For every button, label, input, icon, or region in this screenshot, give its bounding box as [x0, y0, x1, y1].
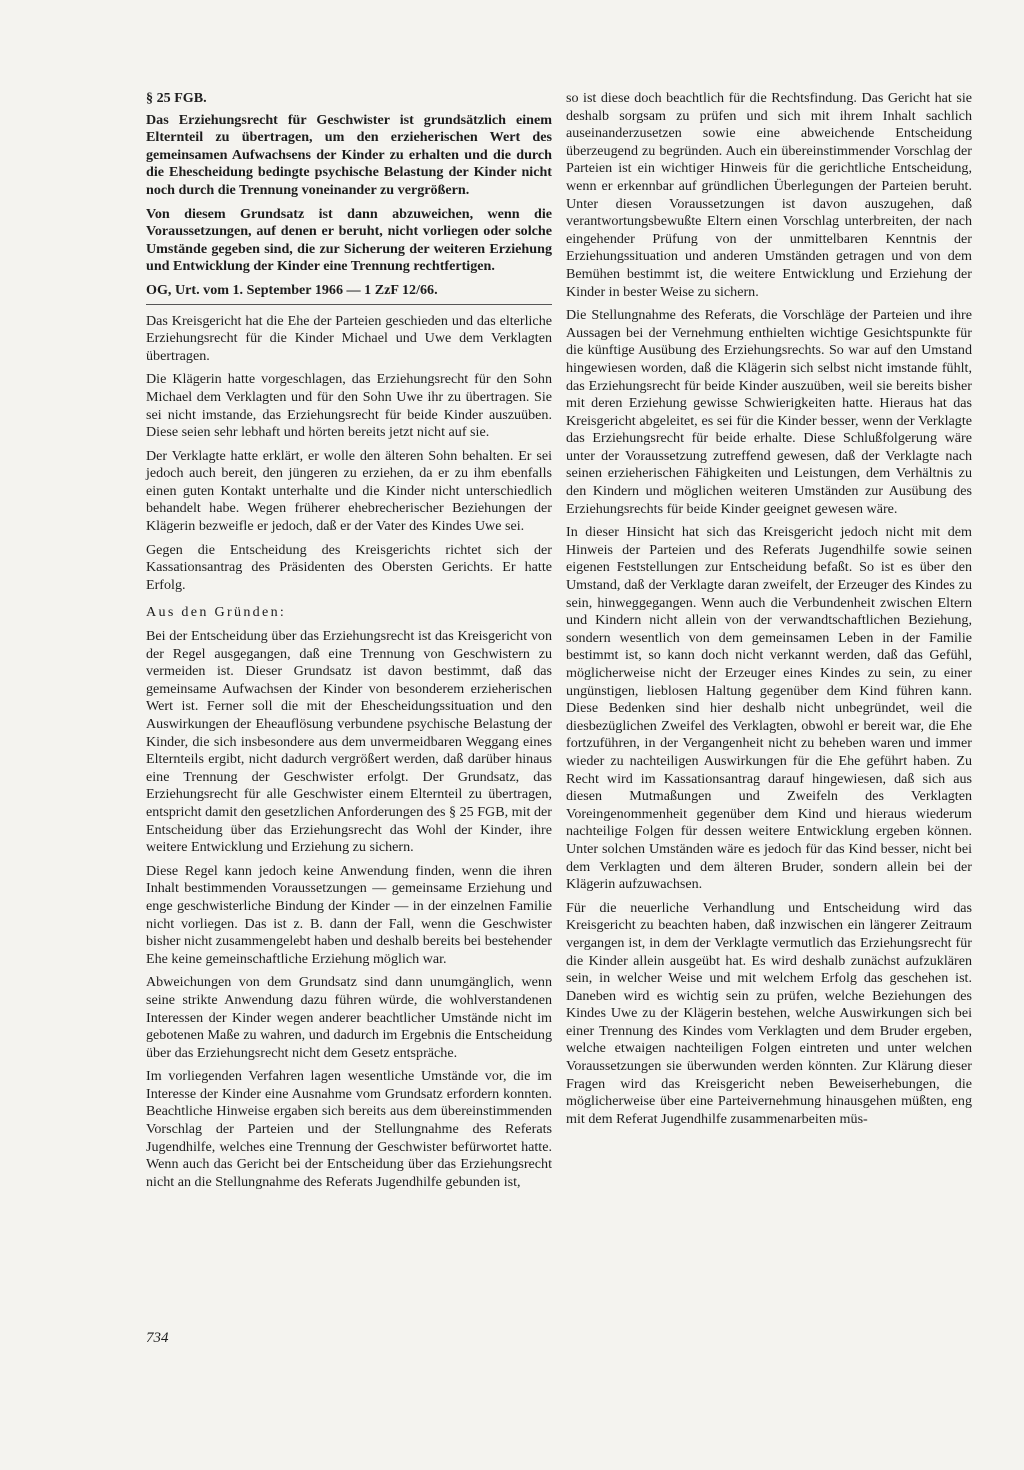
- body-paragraph: Die Stellungnahme des Referats, die Vorschläge der Parteien und ihre Aussagen bei der Vernehmung enthielten wichtige Gesichtspunkte für die künftige Ausübung des Erziehungsrechts. So war auf den Umstand hingewiesen worden, daß die Klägerin sich selbst nicht imstande fühlt, das Erziehungsrecht für beide Kinder auszuüben, weil sie bereits bisher mit deren Erziehung gewisse Schwierigkeiten hatte. Hieraus hat das Kreisgericht abgeleitet, es sei für die Kinder besser, wenn der Verklagte das Erziehungsrecht für beide erhalte. Diese Schlußfolgerung wäre unter der Voraussetzung zutreffend gewesen, daß der Verklagte nach seinen erzieherischen Fähigkeiten und Leistungen, dem Verhältnis zu den Kindern und möglichen weiteren Umständen zur Ausübung des Erziehungsrechts für beide Kinder geeignet gewesen wäre.: [566, 307, 972, 517]
- body-paragraph: Im vorliegenden Verfahren lagen wesentliche Umstände vor, die im Interesse der Kinder eine Ausnahme vom Grundsatz erfordern konnten. Beachtliche Hinweise ergaben sich bereits aus dem übereinstimmenden Vorschlag der Parteien und der Stellungnahme des Referats Jugendhilfe, welches eine Trennung der Geschwister befürwortet hatte. Wenn auch das Gericht bei der Entscheidung über das Erziehungsrecht nicht an die Stellungnahme des Referats Jugendhilfe gebunden ist,: [146, 1068, 552, 1190]
- body-paragraph: Gegen die Entscheidung des Kreisgerichts richtet sich der Kassationsantrag des Präsidenten des Obersten Gerichts. Er hatte Erfolg.: [146, 541, 552, 593]
- body-paragraph: Für die neuerliche Verhandlung und Entscheidung wird das Kreisgericht zu beachten haben, daß inzwischen ein längerer Zeitraum vergangen ist, in dem der Verklagte vermutlich das Erziehungsrecht für die Kinder allein ausgeübt hat. Es wird deshalb zunächst aufzuklären sein, in welcher Weise und mit welchem Erfolg das geschehen ist. Daneben wird es wichtig sein zu prüfen, welche Beziehungen des Kindes Uwe zu der Klägerin bestehen, welche Auswirkungen sich bei einer Trennung des Kindes vom Verklagten und dem Bruder ergeben, welche etwaigen nachteiligen Folgen eintreten und unter welchen Voraussetzungen sie überwunden werden könnten. Zur Klärung dieser Fragen wird das Kreisgericht neben Beweiserhebungen, die möglicherweise über eine Parteivernehmung hinausgehen müßten, eng mit dem Referat Jugendhilfe zusammenarbeiten müs-: [566, 899, 972, 1127]
- left-column: [146, 90, 552, 1197]
- page-number: 734: [146, 1330, 169, 1346]
- court-citation: OG, Urt. vom 1. September 1966 — 1 ZzF 12/66.: [146, 281, 438, 298]
- body-paragraph: Der Verklagte hatte erklärt, er wolle den älteren Sohn behalten. Er sei jedoch auch bereit, den jüngeren zu erziehen, da er zu ihm ebenfalls einen guten Kontakt unterhalte und die Kinder nicht unterschiedlich behandelt habe. Wegen früherer ehebrecherischer Beziehungen der Klägerin bezweifle er jedoch, daß er der Vater des Kindes Uwe sei.: [146, 447, 552, 535]
- citation-divider: [146, 304, 552, 305]
- section-heading: Aus den Gründen:: [146, 604, 287, 621]
- body-paragraph: Diese Regel kann jedoch keine Anwendung finden, wenn die ihren Inhalt bestimmenden Voraussetzungen — gemeinsame Erziehung und enge geschwisterliche Bindung der Kinder — in der einzelnen Familie nicht vorliegen. Das ist z. B. dann der Fall, wenn die Geschwister bisher nicht zusammengelebt haben und deshalb bereits bei bestehender Ehe keine gemeinschaftliche Erziehung möglich war.: [146, 862, 552, 967]
- body-paragraph: so ist diese doch beachtlich für die Rechtsfindung. Das Gericht hat sie deshalb sorgsam zu prüfen und sich mit ihrem Inhalt sachlich auseinanderzusetzen sowie eine abweichende Entscheidung überzeugend zu begründen. Auch ein übereinstimmender Vorschlag der Parteien ist ein wichtiger Hinweis für die gerichtliche Entscheidung, wenn er erkennbar auf gründlichen Überlegungen der Parteien beruht. Unter diesen Voraussetzungen ist davon auszugehen, daß verantwortungsbewußte Eltern einen Vorschlag unterbreiten, der nach eingehender Prüfung von der unmittelbaren Kenntnis der Erziehungssituation und anderen Umständen getragen und von dem Bemühen bestimmt ist, die weitere Entwicklung und Erziehung der Kinder in bester Weise zu sichern.: [566, 90, 972, 300]
- right-column: [566, 90, 972, 1134]
- section-reference: § 25 FGB.: [146, 90, 207, 106]
- headnote-paragraph: Das Erziehungsrecht für Geschwister ist grundsätzlich einem Elternteil zu übertragen, um den erzieherischen Wert des gemeinsamen Aufwachsens der Kinder zu erhalten und die durch die Ehescheidung bedingte psychische Belastung der Kinder nicht noch durch die Trennung voneinander zu vergrößern.: [146, 111, 552, 198]
- body-paragraph: Bei der Entscheidung über das Erziehungsrecht ist das Kreisgericht von der Regel ausgegangen, daß eine Trennung von Geschwistern zu vermeiden ist. Dieser Grundsatz ist davon bestimmt, daß das gemeinsame Aufwachsen der Kinder von besonderem erzieherischen Wert ist. Ferner soll die mit der Ehescheidungssituation und den Auswirkungen der Eheauflösung verbundene psychische Belastung der Kinder, die sich insbesondere aus dem unvermeidbaren Weggang eines Elternteils ergibt, nicht dadurch vergrößert werden, daß darüber hinaus eine Trennung der Geschwister erfolgt. Der Grundsatz, das Erziehungsrecht für alle Geschwister einem Elternteil zu übertragen, entspricht damit den gesetzlichen Anforderungen des § 25 FGB, mit der Entscheidung über das Erziehungsrecht das Wohl der Kinder, ihre weitere Entwicklung und Erziehung zu sichern.: [146, 628, 552, 856]
- body-paragraph: Die Klägerin hatte vorgeschlagen, das Erziehungsrecht für den Sohn Michael dem Verklagten und für den Sohn Uwe ihr zu übertragen. Sie sei nicht imstande, das Erziehungsrecht für beide Kinder auszuüben. Diese seien sehr lebhaft und hörten bereits jetzt nicht auf sie.: [146, 371, 552, 441]
- body-paragraph: Abweichungen von dem Grundsatz sind dann unumgänglich, wenn seine strikte Anwendung dazu führen würde, die wohlverstandenen Interessen der Kinder wegen anderer beachtlicher Umstände nicht im gebotenen Maße zu wahren, und dadurch im Ergebnis die Entscheidung über das Erziehungsrecht nicht dem Gesetz entspräche.: [146, 974, 552, 1061]
- body-paragraph: Das Kreisgericht hat die Ehe der Parteien geschieden und das elterliche Erziehungsrecht für die Kinder Michael und Uwe dem Verklagten übertragen.: [146, 312, 552, 364]
- body-paragraph: In dieser Hinsicht hat sich das Kreisgericht jedoch nicht mit dem Hinweis der Parteien und des Referats Jugendhilfe sowie seinen eigenen Feststellungen zur Entscheidung befaßt. So ist es über den Umstand, daß der Verklagte daran zweifelt, der Erzeuger des Kindes zu sein, hinweggegangen. Wenn auch die Verbundenheit zwischen Eltern und Kindern nicht allein von der verwandtschaftlichen Beziehung, sondern wesentlich von dem gemeinsamen Leben in der Familie bestimmt ist, so kann doch nicht verkannt werden, daß das Gefühl, möglicherweise nicht der Erzeuger eines Kindes zu sein, zu einer ungünstigen, lieblosen Haltung gegenüber dem Kind führen kann. Diese Bedenken sind hier deshalb nicht unbegründet, weil die diesbezüglichen Zweifel des Verklagten, obwohl er bereit war, die Ehe fortzuführen, in der Vergangenheit nicht zu beheben waren und immer wieder zu nachteiligen Auswirkungen für die Ehe geführt haben. Zu Recht wird im Kassationsantrag darauf hingewiesen, daß sich aus diesen Mutmaßungen und Zweifeln des Verklagten Voreingenommenheit gegenüber dem Kind und hieraus wiederum nachteilige Folgen für dessen weitere Entwicklung ergeben können. Unter solchen Umständen wäre es jedoch für das Kind besser, nicht bei dem Verklagten und dem älteren Bruder, sondern allein bei der Klägerin aufzuwachsen.: [566, 524, 972, 893]
- headnote-paragraph: Von diesem Grundsatz ist dann abzuweichen, wenn die Voraussetzungen, auf denen er beruht, nicht vorliegen oder solche Umstände gegeben sind, die zur Sicherung der weiteren Erziehung und Entwicklung der Kinder eine Trennung rechtfertigen.: [146, 205, 552, 275]
